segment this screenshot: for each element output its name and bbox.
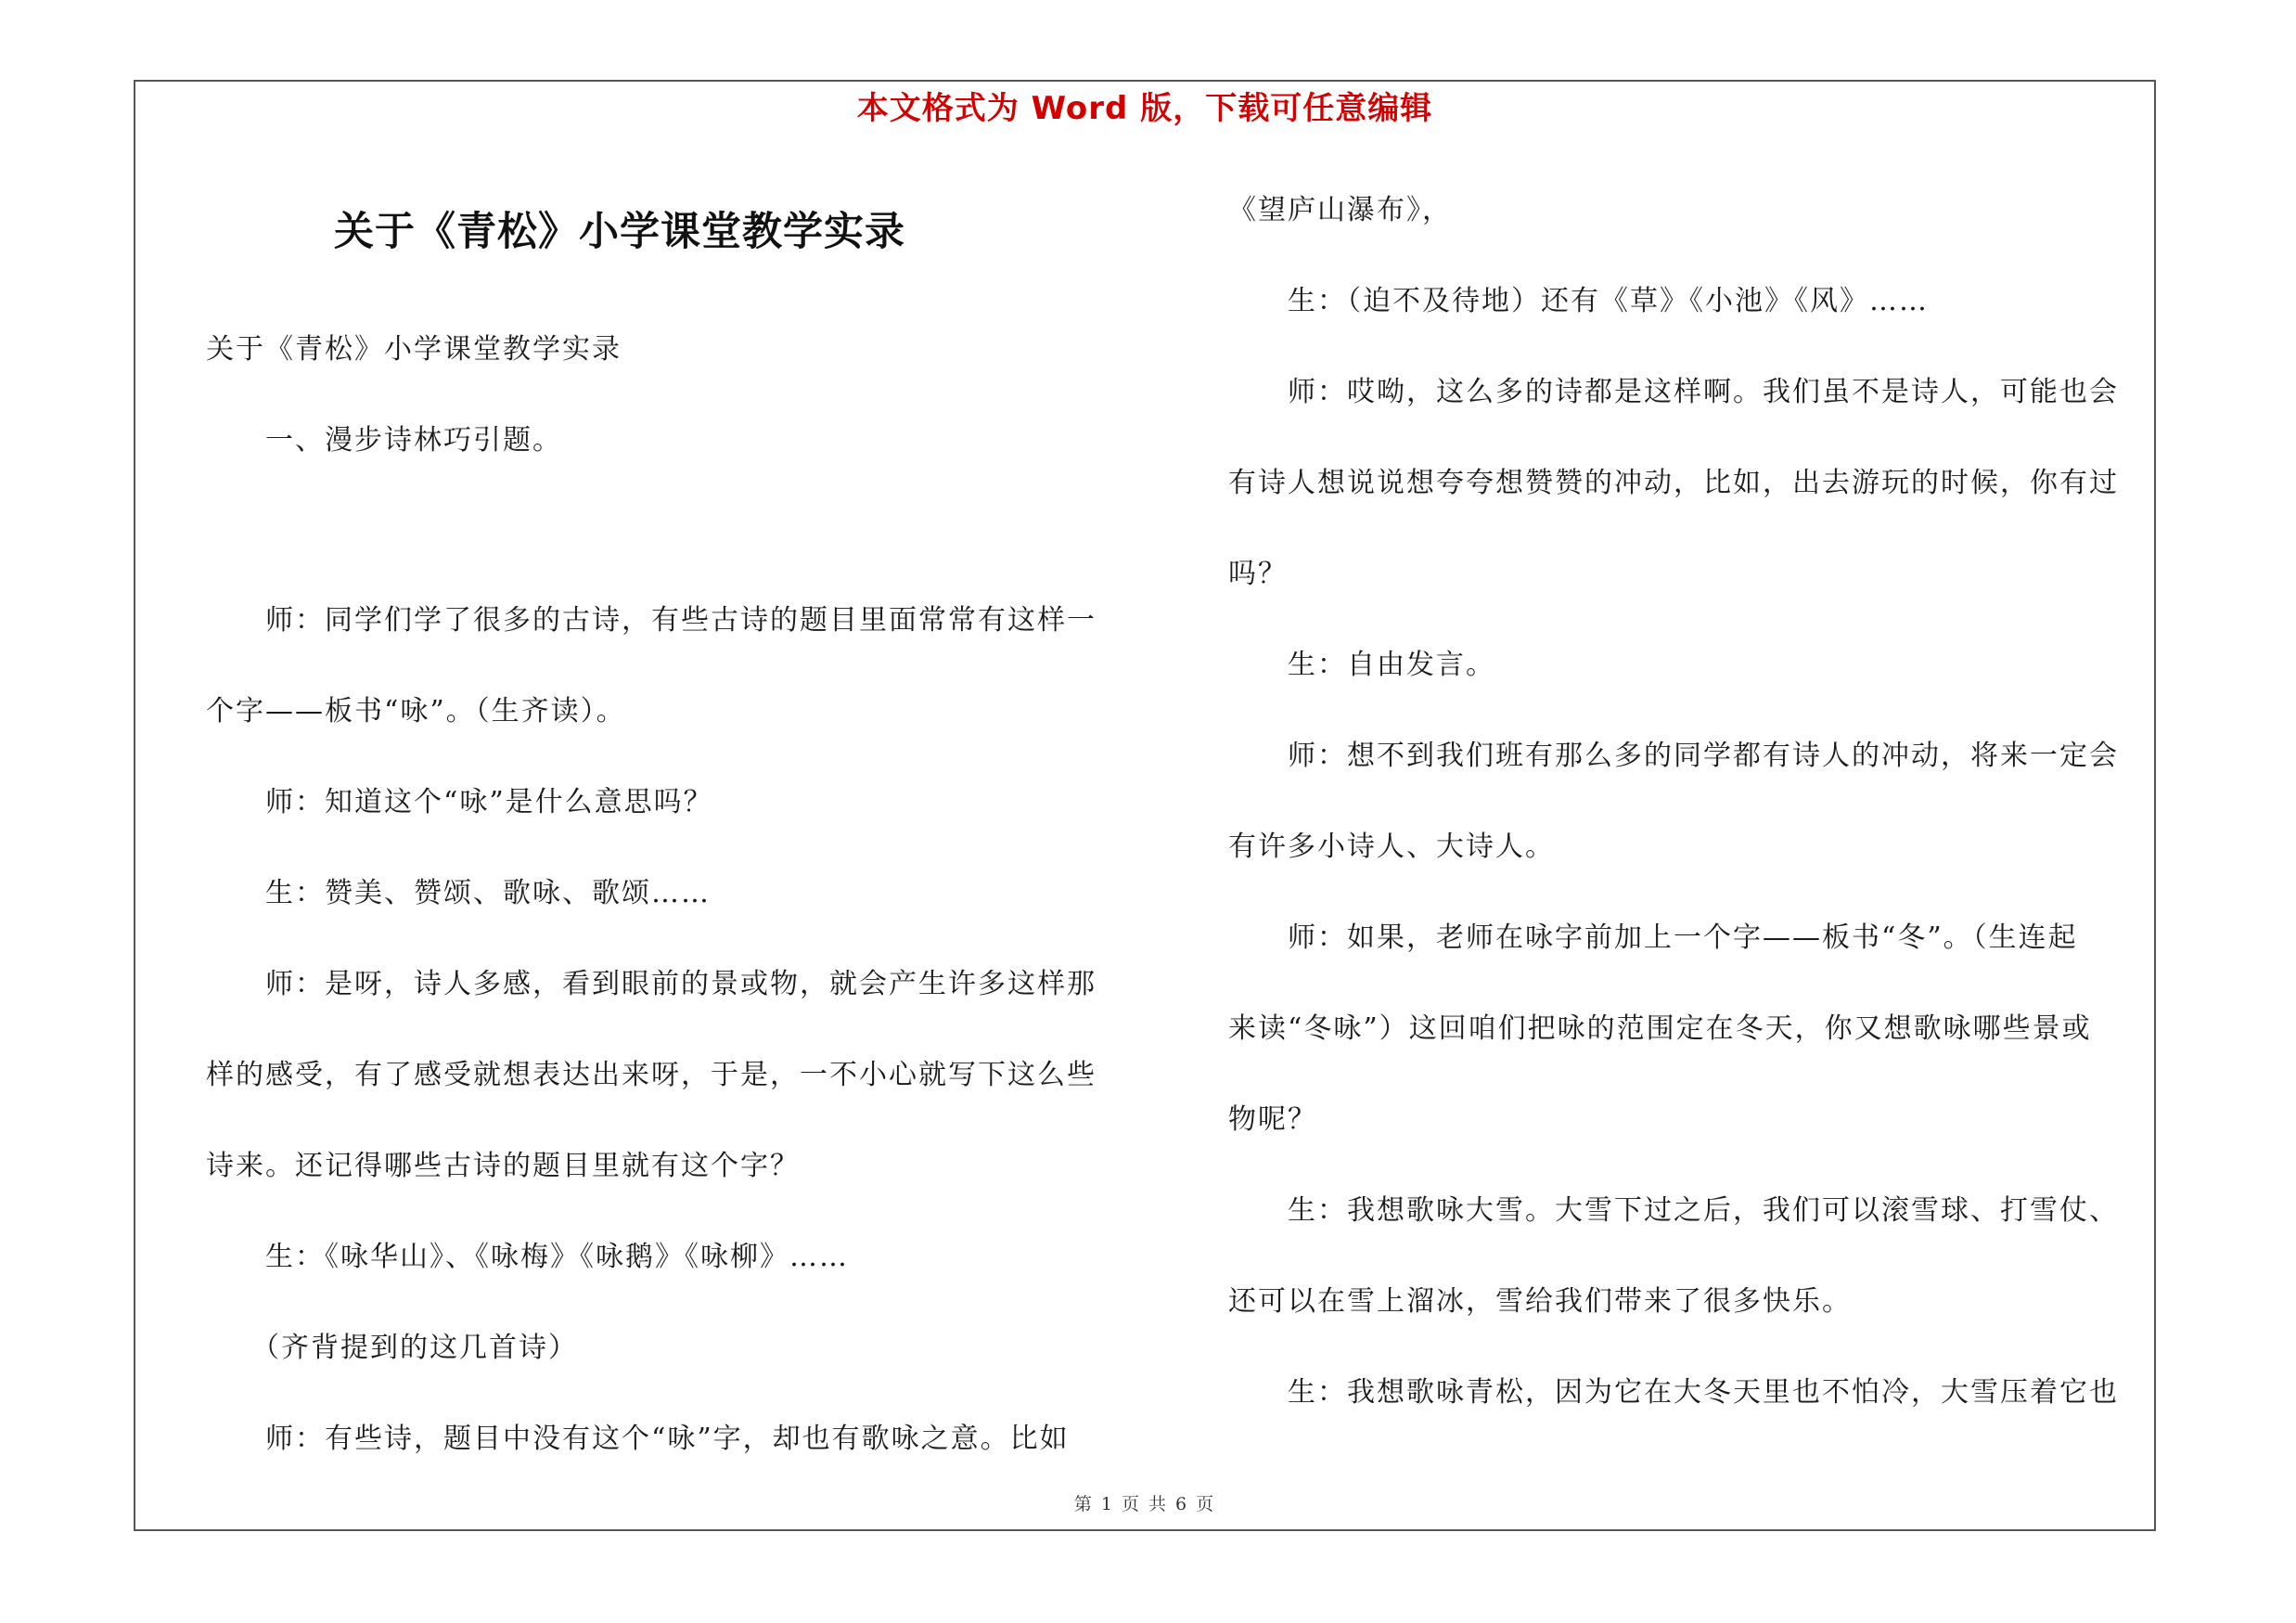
format-notice-banner: 本文格式为 Word 版，下载可任意编辑 — [856, 90, 1433, 127]
paragraph-line: 师：如果，老师在咏字前加上一个字——板书“冬”。（生连起 — [1228, 921, 2078, 954]
paragraph-line: 生：（迫不及待地）还有《草》《小池》《风》…… — [1228, 285, 1929, 317]
paragraph-line: 师：哎呦，这么多的诗都是这样啊。我们虽不是诗人，可能也会 — [1228, 376, 2119, 408]
paragraph-line: 关于《青松》小学课堂教学实录 — [206, 333, 622, 366]
paragraph-line: 生：《咏华山》、《咏梅》《咏鹅》《咏柳》…… — [206, 1241, 849, 1273]
document-title: 关于《青松》小学课堂教学实录 — [334, 209, 905, 255]
paragraph-line: （齐背提到的这几首诗） — [206, 1332, 578, 1364]
paragraph-line: 有诗人想说说想夸夸想赞赞的冲动，比如，出去游玩的时候，你有过 — [1228, 467, 2119, 499]
paragraph-line: 吗？ — [1228, 558, 1288, 590]
paragraph-line: 一、漫步诗林巧引题。 — [206, 424, 562, 457]
paragraph-line: 师：同学们学了很多的古诗，有些古诗的题目里面常常有这样一 — [206, 604, 1097, 637]
paragraph-line: 《望庐山瀑布》， — [1228, 194, 1452, 226]
paragraph-line: 有许多小诗人、大诗人。 — [1228, 831, 1555, 863]
page-number-footer: 第 1 页 共 6 页 — [1073, 1494, 1216, 1514]
paragraph-line: 个字——板书“咏”。（生齐读）。 — [206, 695, 626, 728]
paragraph-line: 生：我想歌咏青松，因为它在大冬天里也不怕冷，大雪压着它也 — [1228, 1376, 2119, 1409]
paragraph-line: 还可以在雪上溜冰，雪给我们带来了很多快乐。 — [1228, 1285, 1852, 1318]
paragraph-line: 师：想不到我们班有那么多的同学都有诗人的冲动，将来一定会 — [1228, 740, 2119, 772]
paragraph-line: 物呢？ — [1228, 1103, 1317, 1136]
paragraph-line: 诗来。还记得哪些古诗的题目里就有这个字？ — [206, 1150, 800, 1182]
paragraph-line: 生：赞美、赞颂、歌咏、歌颂…… — [206, 877, 711, 909]
paragraph-line: 师：知道这个“咏”是什么意思吗？ — [206, 786, 713, 818]
paragraph-line: 生：自由发言。 — [1228, 649, 1495, 681]
paragraph-line: 样的感受，有了感受就想表达出来呀，于是，一不小心就写下这么些 — [206, 1059, 1097, 1091]
paragraph-line: 师：有些诗，题目中没有这个“咏”字，却也有歌咏之意。比如 — [206, 1423, 1070, 1455]
paragraph-line: 师：是呀，诗人多感，看到眼前的景或物，就会产生许多这样那 — [206, 968, 1097, 1000]
paragraph-line: 生：我想歌咏大雪。大雪下过之后，我们可以滚雪球、打雪仗、 — [1228, 1194, 2119, 1227]
paragraph-line: 来读“冬咏”）这回咱们把咏的范围定在冬天，你又想歌咏哪些景或 — [1228, 1012, 2092, 1045]
